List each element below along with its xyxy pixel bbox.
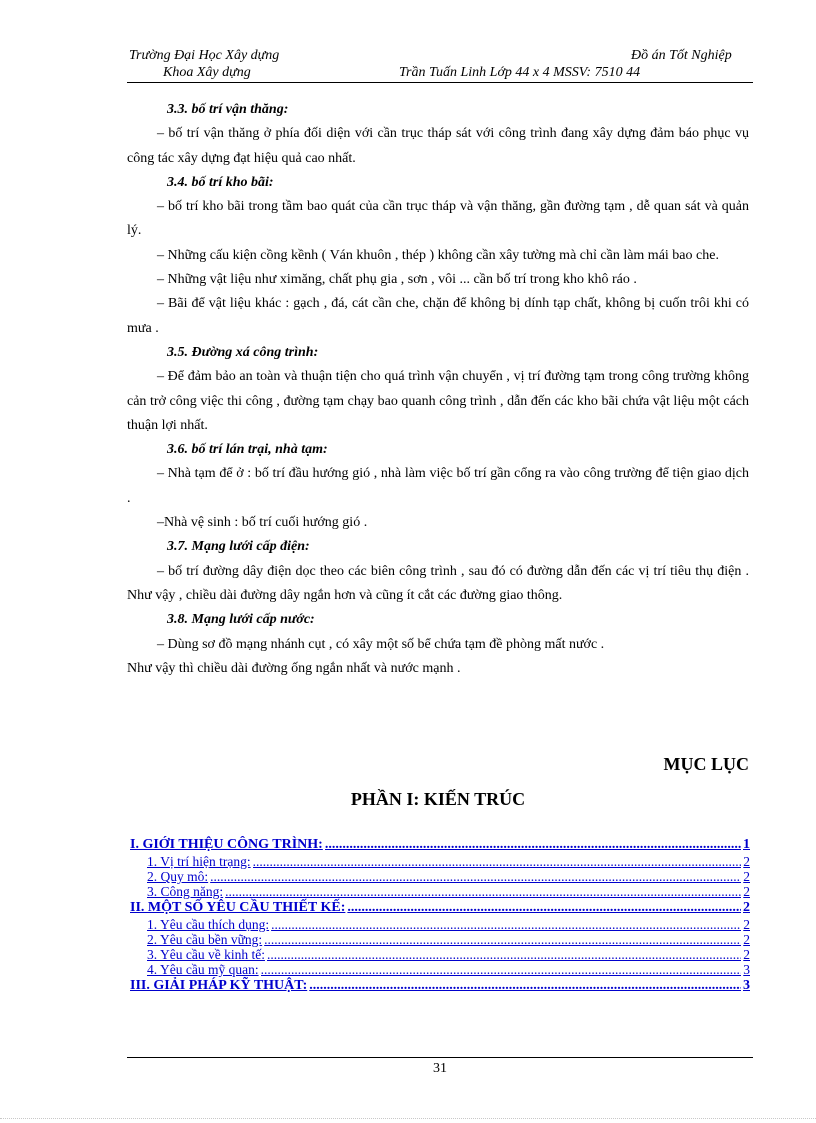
toc-entry-label: 1. Yêu cầu thích dụng: <box>147 917 270 932</box>
toc-leader <box>347 899 741 917</box>
toc-entry-label: 3. Yêu cầu về kinh tế: <box>147 947 265 962</box>
toc-entry-page: 1 <box>743 837 750 852</box>
toc-leader <box>225 884 741 899</box>
paragraph: – bố trí vận thăng ở phía đối diện với cần trục tháp sát với công trình đang xây dựng đảm báo phục vụ công tác xây dựng đạt hiệu quả cao nhất. <box>127 126 749 166</box>
toc-entry[interactable] <box>130 947 750 962</box>
toc-leader <box>271 917 741 932</box>
paragraph: – Để đảm bảo an toàn và thuận tiện cho quá trình vận chuyển , vị trí đường tạm trong công trường không cản trở công việc thi công , đường tạm chạy bao quanh công trình , dẫn đến các kho bãi chứa vật liệu một cách thuận lợi nhất. <box>127 369 749 433</box>
toc-entry[interactable] <box>130 899 750 917</box>
paragraph: – Những cấu kiện cồng kềnh ( Ván khuôn , thép ) không cần xây tường mà chỉ cần làm mái bao che. <box>157 247 719 263</box>
toc-title: MỤC LỤC <box>663 754 749 774</box>
paragraph: Như vậy thì chiều dài đường ống ngắn nhất và nước mạnh . <box>127 660 461 676</box>
page-edge <box>0 1118 816 1119</box>
toc-entry-page: 2 <box>743 854 750 869</box>
toc-leader <box>267 947 741 962</box>
section-heading: 3.7. Mạng lưới cấp điện: <box>167 539 310 555</box>
paragraph: – Dùng sơ đồ mạng nhánh cụt , có xây một số bể chứa tạm đề phòng mất nước . <box>157 636 605 652</box>
toc-entry[interactable] <box>130 884 750 899</box>
toc-entry[interactable] <box>130 836 750 854</box>
paragraph: – bố trí kho bãi trong tầm bao quát của cần trục tháp và vận thăng, gần đường tạm , dễ quan sát và quản lý. <box>127 199 749 239</box>
footer-divider <box>127 1057 753 1058</box>
table-of-contents <box>130 836 750 995</box>
header-school: Trường Đại Học Xây dựng <box>129 48 280 63</box>
toc-entry[interactable] <box>130 854 750 869</box>
toc-entry[interactable] <box>130 932 750 947</box>
toc-part-heading: PHẦN I: KIẾN TRÚC <box>350 789 526 809</box>
toc-entry-page: 2 <box>743 900 750 915</box>
toc-entry-label: 1. Vị trí hiện trạng: <box>147 854 251 869</box>
toc-leader <box>261 962 742 977</box>
toc-entry-label: I. GIỚI THIỆU CÔNG TRÌNH: <box>130 837 323 852</box>
toc-entry-label: 4. Yêu cầu mỹ quan: <box>147 962 259 977</box>
paragraph: – Những vật liệu như ximăng, chất phụ gia , sơn , vôi ... cần bố trí trong kho khô ráo . <box>157 272 637 288</box>
section-heading: 3.3. bố trí vận thăng: <box>167 102 289 117</box>
toc-entry-page: 2 <box>743 869 750 884</box>
paragraph: –Nhà vệ sinh : bố trí cuối hướng gió . <box>157 515 368 531</box>
toc-leader <box>253 854 742 869</box>
header-project: Đồ án Tốt Nghiệp <box>631 48 732 63</box>
header-row-2 <box>127 64 753 81</box>
toc-entry-page: 2 <box>743 917 750 932</box>
section-heading: 3.6. bố trí lán trại, nhà tạm: <box>167 442 328 458</box>
toc-entry-label: 3. Công năng: <box>147 884 224 899</box>
toc-entry-page: 2 <box>743 884 750 899</box>
header-faculty: Khoa Xây dựng <box>163 65 251 80</box>
document-body <box>127 98 749 681</box>
toc-leader <box>325 836 741 854</box>
page-header <box>127 47 753 83</box>
section-heading: 3.4. bố trí kho bãi: <box>167 174 274 190</box>
section-heading: 3.8. Mạng lưới cấp nước: <box>167 612 315 628</box>
paragraph: – Nhà tạm để ở : bố trí đầu hướng gió , nhà làm việc bố trí gần cổng ra vào công trường để tiện giao dịch . <box>127 466 749 506</box>
header-student: Trần Tuấn Linh Lớp 44 x 4 MSSV: 7510 44 <box>399 65 641 80</box>
toc-entry-page: 3 <box>743 978 750 993</box>
toc-entry-label: 2. Yêu cầu bền vững: <box>147 932 263 947</box>
toc-leader <box>264 932 741 947</box>
section-heading: 3.5. Đường xá công trình: <box>167 344 319 360</box>
toc-leader <box>309 977 741 995</box>
toc-leader <box>210 869 741 884</box>
toc-entry[interactable] <box>130 962 750 977</box>
toc-entry-label: II. MỘT SỐ YÊU CẦU THIẾT KẾ: <box>130 900 346 915</box>
toc-entry[interactable] <box>130 977 750 995</box>
toc-entry-label: III. GIẢI PHÁP KỸ THUẬT: <box>130 978 308 993</box>
toc-entry-page: 2 <box>743 932 750 947</box>
toc-entry-label: 2. Quy mô: <box>147 869 209 884</box>
page-number: 31 <box>433 1061 447 1076</box>
toc-entry[interactable] <box>130 917 750 932</box>
paragraph: – Bãi để vật liệu khác : gạch , đá, cát cần che, chặn để không bị dính tạp chất, không bị cuốn trôi khi có mưa . <box>127 296 749 336</box>
paragraph: – bố trí đường dây điện dọc theo các biên công trình , sau đó có đường dẫn đến các vị trí tiêu thụ điện . Như vậy , chiều dài đường dây ngắn hơn và cũng ít cắt các đường giao thông. <box>127 563 749 603</box>
toc-entry-page: 3 <box>743 962 750 977</box>
toc-entry-page: 2 <box>743 947 750 962</box>
toc-entry[interactable] <box>130 869 750 884</box>
header-row-1 <box>127 47 753 64</box>
